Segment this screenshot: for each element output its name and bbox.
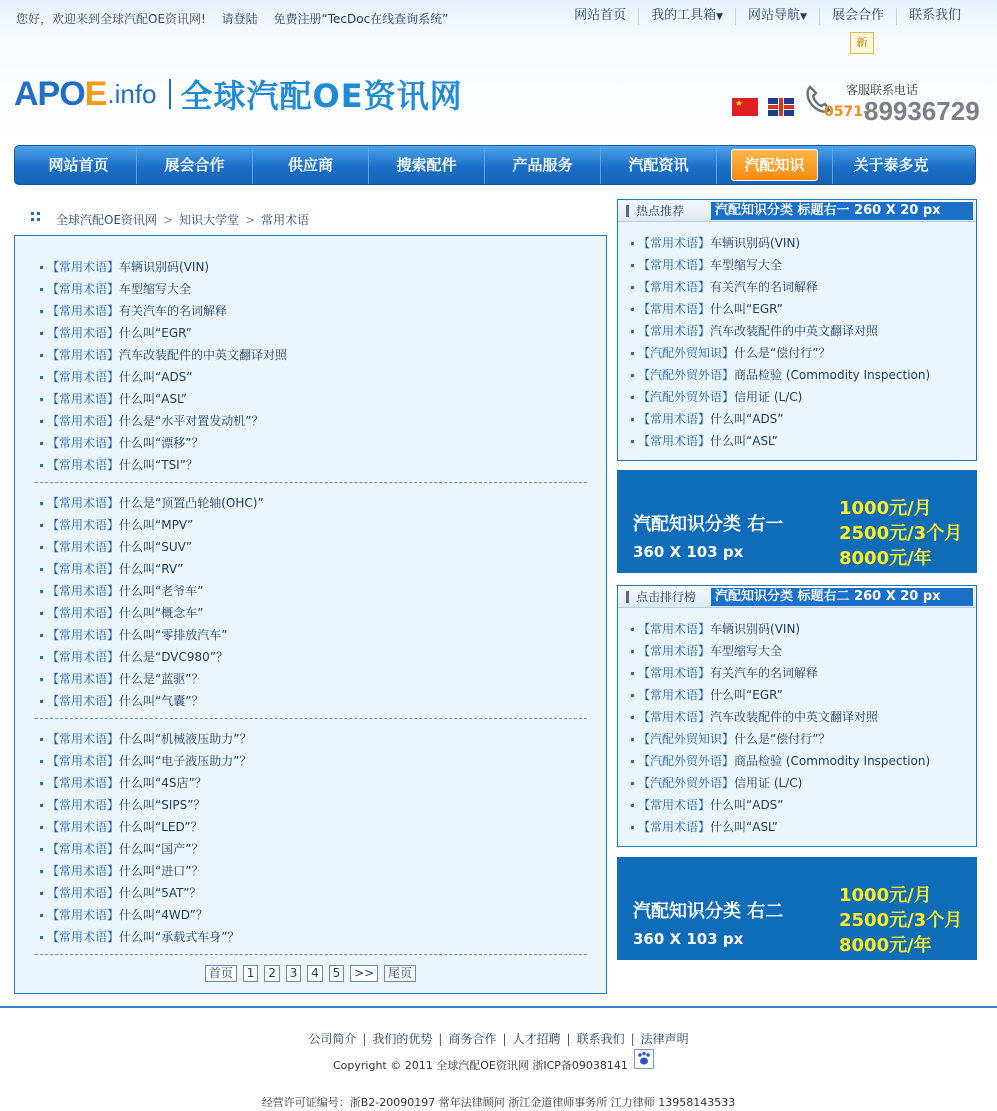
list-item[interactable] [35, 454, 587, 476]
list-item[interactable] [626, 408, 976, 430]
item-title: 什么叫“老爷车” [119, 584, 204, 598]
item-title: 什么叫“5AT”？ [119, 886, 202, 900]
top-nav [562, 8, 973, 25]
item-title: 汽车改装配件的中英文翻译对照 [710, 710, 879, 724]
item-title: 什么叫“ASL” [119, 392, 187, 406]
item-category-tag: 【常用术语】 [47, 842, 120, 856]
hot-recommend-title: 热点推荐 [624, 200, 684, 222]
footer-link-company[interactable]: 公司简介 [308, 1032, 357, 1046]
list-item[interactable] [35, 558, 587, 580]
footer-link-contact[interactable]: 联系我们 [576, 1032, 625, 1046]
article-group [35, 256, 587, 476]
logo-chinese-name: 全球汽配OE资讯网 [180, 77, 463, 115]
item-category-tag: 【常用术语】 [47, 304, 120, 318]
register-link[interactable]: 免费注册“TecDoc在线查询系统” [273, 12, 449, 26]
item-title: 什么叫“ADS” [119, 370, 193, 384]
list-item[interactable] [626, 684, 976, 706]
topnav-exhibition[interactable]: 展会合作 [819, 8, 896, 25]
ad-banner-right-2[interactable] [617, 857, 977, 960]
item-title: 什么叫“EGR” [710, 302, 783, 316]
footer-links: 公司简介 | 我们的优势 | 商务合作 | 人才招聘 | 联系我们 | 法律声明 [308, 1032, 689, 1046]
site-logo[interactable] [14, 74, 463, 114]
item-title: 什么叫“气囊”？ [119, 694, 204, 708]
item-category-tag: 【汽配外贸外语】 [638, 776, 735, 790]
item-category-tag: 【常用术语】 [47, 584, 120, 598]
footer-divider [0, 1006, 997, 1008]
list-item[interactable] [35, 322, 587, 344]
item-category-tag: 【常用术语】 [638, 688, 711, 702]
footer-link-jobs[interactable]: 人才招聘 [512, 1032, 561, 1046]
group-divider [35, 954, 587, 955]
license-text: 经营许可证编号：浙B2-20090197 常年法律顾问 浙江金道律师事务所 江力律师 13958143533 [261, 1096, 736, 1109]
item-title: 汽车改装配件的中英文翻译对照 [119, 348, 288, 362]
item-title: 信用证 (L/C) [734, 390, 803, 404]
ad-prices: 1000元/月 2500元/3个月 8000元/年 [839, 885, 963, 956]
item-category-tag: 【常用术语】 [47, 908, 120, 922]
paw-print-icon [635, 1050, 653, 1068]
item-category-tag: 【常用术语】 [47, 798, 120, 812]
greeting-area [16, 10, 448, 27]
pagination [15, 965, 606, 982]
item-title: 什么叫“SUV” [119, 540, 193, 554]
item-title: 什么是“偿付行”？ [734, 732, 831, 746]
pager-last[interactable]: 尾页 [384, 965, 416, 982]
list-item[interactable] [35, 344, 587, 366]
breadcrumb-current[interactable]: 常用术语 [261, 213, 310, 227]
uk-flag-icon[interactable] [768, 98, 794, 116]
item-category-tag: 【常用术语】 [638, 666, 711, 680]
item-category-tag: 【汽配外贸外语】 [638, 754, 735, 768]
item-title: 什么叫“MPV” [119, 518, 194, 532]
ad-title: 汽配知识分类 右二 [633, 901, 784, 922]
list-item[interactable] [626, 276, 976, 298]
ad-prices: 1000元/月 2500元/3个月 8000元/年 [839, 498, 963, 569]
item-title: 什么是“顶置凸轮轴(OHC)” [119, 496, 264, 510]
item-title: 什么是“偿付行”？ [734, 346, 831, 360]
item-category-tag: 【常用术语】 [47, 864, 120, 878]
pager-page-3[interactable]: 3 [286, 965, 302, 982]
item-category-tag: 【常用术语】 [47, 348, 120, 362]
item-title: 商品检验 (Commodity Inspection) [734, 754, 931, 768]
item-category-tag: 【常用术语】 [47, 754, 120, 768]
item-category-tag: 【常用术语】 [47, 260, 120, 274]
pager-page-2[interactable]: 2 [264, 965, 280, 982]
item-title: 什么叫“进口”？ [119, 864, 204, 878]
item-title: 什么叫“电子液压助力”？ [119, 754, 252, 768]
item-title: 什么叫“ADS” [710, 798, 784, 812]
list-item[interactable] [35, 388, 587, 410]
logo-separator [169, 79, 171, 109]
item-title: 什么叫“机械液压助力”？ [119, 732, 252, 746]
item-title: 什么叫“ASL” [710, 434, 778, 448]
item-category-tag: 【常用术语】 [47, 672, 120, 686]
topnav-toolbox[interactable]: 我的工具箱▼ [638, 8, 735, 25]
list-item[interactable] [35, 816, 587, 838]
item-category-tag: 【常用术语】 [47, 650, 120, 664]
article-group [35, 728, 587, 948]
item-title: 车型缩写大全 [710, 644, 783, 658]
list-item[interactable] [626, 342, 976, 364]
topnav-contact[interactable]: 联系我们 [896, 8, 973, 25]
list-item[interactable] [626, 232, 976, 254]
list-item[interactable] [626, 750, 976, 772]
item-title: 什么叫“零排放汽车” [119, 628, 228, 642]
item-title: 车辆识别码(VIN) [119, 260, 210, 274]
item-category-tag: 【常用术语】 [47, 436, 120, 450]
item-category-tag: 【常用术语】 [47, 694, 120, 708]
item-title: 什么叫“国产”？ [119, 842, 204, 856]
nav-search-parts[interactable]: 搜索配件 [369, 146, 485, 184]
pager-page-4[interactable]: 4 [307, 965, 323, 982]
click-ranking-list [618, 608, 976, 838]
breadcrumb-separator-icon: > [245, 213, 256, 227]
item-category-tag: 【常用术语】 [638, 820, 711, 834]
list-item[interactable] [35, 432, 587, 454]
list-item[interactable] [35, 278, 587, 300]
list-item[interactable] [35, 904, 587, 926]
logo-apoe: APOE [14, 74, 107, 113]
item-category-tag: 【常用术语】 [47, 886, 120, 900]
item-category-tag: 【常用术语】 [638, 280, 711, 294]
list-item[interactable] [626, 640, 976, 662]
list-item[interactable] [35, 410, 587, 432]
copyright-text: Copyright © 2011 全球汽配OE资讯网 浙ICP备09038141 [333, 1059, 628, 1072]
main-nav [14, 145, 976, 185]
item-title: 有关汽车的名词解释 [710, 280, 819, 294]
item-category-tag: 【常用术语】 [47, 392, 120, 406]
list-item[interactable] [35, 838, 587, 860]
item-category-tag: 【常用术语】 [638, 302, 711, 316]
list-item[interactable] [35, 602, 587, 624]
item-category-tag: 【常用术语】 [638, 710, 711, 724]
item-title: 车型缩写大全 [710, 258, 783, 272]
greeting-text: 您好，欢迎来到全球汽配OE资讯网! [16, 12, 206, 26]
item-category-tag: 【常用术语】 [47, 540, 120, 554]
list-item[interactable] [35, 926, 587, 948]
breadcrumb-dots-icon [31, 212, 41, 222]
click-ranking-header [618, 586, 976, 608]
item-category-tag: 【常用术语】 [638, 644, 711, 658]
item-title: 有关汽车的名词解释 [710, 666, 819, 680]
nav-home[interactable]: 网站首页 [21, 146, 137, 184]
list-item[interactable] [626, 430, 976, 452]
list-item[interactable] [35, 690, 587, 712]
item-title: 什么叫“漂移”？ [119, 436, 204, 450]
hot-title-banner[interactable]: 汽配知识分类 标题右一 260 X 20 px [711, 202, 973, 220]
list-item[interactable] [626, 794, 976, 816]
item-title: 什么是“水平对置发动机”？ [119, 414, 264, 428]
breadcrumb-knowledge[interactable]: 知识大学堂 [179, 213, 240, 227]
item-category-tag: 【常用术语】 [47, 732, 120, 746]
article-group [35, 492, 587, 712]
item-category-tag: 【汽配外贸外语】 [638, 390, 735, 404]
hot-recommend-list [618, 222, 976, 452]
rank-title-banner[interactable]: 汽配知识分类 标题右二 260 X 20 px [711, 588, 973, 606]
list-item[interactable] [626, 386, 976, 408]
list-item[interactable] [35, 646, 587, 668]
service-phone-label: 客服联系电话 [846, 83, 919, 97]
item-title: 什么叫“RV” [119, 562, 184, 576]
list-item[interactable] [626, 706, 976, 728]
click-ranking-title: 点击排行榜 [624, 586, 696, 608]
breadcrumb-home[interactable]: 全球汽配OE资讯网 [56, 213, 158, 227]
item-category-tag: 【常用术语】 [47, 282, 120, 296]
pager-first[interactable]: 首页 [205, 965, 237, 982]
pager-page-1[interactable]: 1 [243, 965, 259, 982]
item-category-tag: 【常用术语】 [638, 622, 711, 636]
top-bar [0, 0, 997, 36]
item-title: 什么叫“EGR” [710, 688, 783, 702]
item-category-tag: 【常用术语】 [47, 414, 120, 428]
item-title: 信用证 (L/C) [734, 776, 803, 790]
item-category-tag: 【常用术语】 [47, 930, 120, 944]
ad-size: 360 X 103 px [633, 543, 744, 561]
list-item[interactable] [35, 536, 587, 558]
list-item[interactable] [35, 668, 587, 690]
item-category-tag: 【常用术语】 [47, 370, 120, 384]
item-category-tag: 【常用术语】 [638, 258, 711, 272]
list-item[interactable] [626, 298, 976, 320]
nav-about[interactable]: 关于泰多克 [853, 156, 929, 174]
item-category-tag: 【常用术语】 [47, 518, 120, 532]
item-title: 什么叫“ASL” [710, 820, 778, 834]
chevron-down-icon: ▼ [716, 12, 724, 22]
nav-exhibition[interactable]: 展会合作 [137, 146, 253, 184]
breadcrumb [56, 211, 309, 228]
china-flag-icon[interactable] [732, 98, 758, 116]
item-title: 什么是“DVC980”？ [119, 650, 228, 664]
hot-recommend-header [618, 200, 976, 222]
topnav-sitemap[interactable]: 网站导航▼ [735, 8, 819, 25]
item-title: 汽车改装配件的中英文翻译对照 [710, 324, 879, 338]
item-title: 什么叫“ADS” [710, 412, 784, 426]
item-category-tag: 【常用术语】 [47, 628, 120, 642]
login-link[interactable]: 请登陆 [221, 12, 258, 26]
item-category-tag: 【常用术语】 [638, 798, 711, 812]
item-category-tag: 【常用术语】 [47, 776, 120, 790]
list-item[interactable] [35, 882, 587, 904]
list-item[interactable] [626, 618, 976, 640]
list-item[interactable] [35, 514, 587, 536]
article-list-panel [14, 235, 607, 994]
item-title: 什么叫“概念车” [119, 606, 204, 620]
list-item[interactable] [35, 750, 587, 772]
list-item[interactable] [626, 728, 976, 750]
list-item[interactable] [35, 492, 587, 514]
item-title: 车型缩写大全 [119, 282, 192, 296]
list-item[interactable] [35, 728, 587, 750]
list-item[interactable] [35, 860, 587, 882]
list-item[interactable] [626, 772, 976, 794]
item-title: 什么叫“EGR” [119, 326, 192, 340]
nav-knowledge[interactable]: 汽配知识 [717, 146, 833, 184]
group-divider [35, 482, 587, 483]
nav-suppliers[interactable]: 供应商 [253, 146, 369, 184]
item-title: 什么叫“4S店”？ [119, 776, 207, 790]
list-item[interactable] [35, 256, 587, 278]
item-title: 什么是“蓝驱”？ [119, 672, 204, 686]
list-item[interactable] [35, 772, 587, 794]
ad-size: 360 X 103 px [633, 930, 744, 948]
footer-link-legal[interactable]: 法律声明 [640, 1032, 689, 1046]
list-item[interactable] [35, 624, 587, 646]
list-item[interactable] [626, 364, 976, 386]
phone-number: 89936729 [864, 96, 980, 126]
topnav-home[interactable]: 网站首页 [574, 8, 627, 23]
list-item[interactable] [35, 580, 587, 602]
logo-info: .info [107, 78, 157, 109]
nav-news[interactable]: 汽配资讯 [601, 146, 717, 184]
list-item[interactable] [626, 254, 976, 276]
item-title: 什么叫“SIPS”？ [119, 798, 206, 812]
hot-recommend-box [617, 199, 977, 461]
item-category-tag: 【汽配外贸知识】 [638, 346, 735, 360]
list-item[interactable] [626, 816, 976, 838]
item-title: 什么叫“4WD”？ [119, 908, 208, 922]
ad-title: 汽配知识分类 右一 [633, 514, 784, 535]
list-item[interactable] [35, 366, 587, 388]
phone-prefix: 0571- [824, 104, 869, 120]
footer-link-advantages[interactable]: 我们的优势 [372, 1032, 433, 1046]
item-title: 什么叫“TSI”？ [119, 458, 198, 472]
item-category-tag: 【常用术语】 [47, 562, 120, 576]
breadcrumb-separator-icon: > [163, 213, 174, 227]
item-title: 有关汽车的名词解释 [119, 304, 228, 318]
click-ranking-box [617, 585, 977, 847]
item-title: 车辆识别码(VIN) [710, 236, 801, 250]
group-divider [35, 718, 587, 719]
item-category-tag: 【汽配外贸外语】 [638, 368, 735, 382]
item-title: 什么叫“LED”？ [119, 820, 203, 834]
list-item[interactable] [35, 794, 587, 816]
list-item[interactable] [626, 662, 976, 684]
item-category-tag: 【常用术语】 [638, 412, 711, 426]
item-category-tag: 【常用术语】 [47, 606, 120, 620]
item-category-tag: 【常用术语】 [47, 326, 120, 340]
paw-icon[interactable] [634, 1049, 654, 1069]
item-category-tag: 【常用术语】 [638, 236, 711, 250]
pager-next[interactable]: >> [350, 965, 378, 982]
item-title: 商品检验 (Commodity Inspection) [734, 368, 931, 382]
item-title: 什么叫“承载式车身”？ [119, 930, 240, 944]
item-title: 车辆识别码(VIN) [710, 622, 801, 636]
list-item[interactable] [35, 300, 587, 322]
item-category-tag: 【常用术语】 [638, 434, 711, 448]
new-badge: 新 [850, 32, 874, 54]
list-item[interactable] [626, 320, 976, 342]
footer-link-business[interactable]: 商务合作 [448, 1032, 497, 1046]
item-category-tag: 【常用术语】 [47, 458, 120, 472]
ad-banner-right-1[interactable] [617, 470, 977, 573]
chevron-down-icon: ▼ [800, 12, 807, 22]
item-category-tag: 【常用术语】 [47, 496, 120, 510]
item-category-tag: 【常用术语】 [638, 324, 711, 338]
item-category-tag: 【汽配外贸知识】 [638, 732, 735, 746]
pager-page-5[interactable]: 5 [329, 965, 345, 982]
nav-products[interactable]: 产品服务 [485, 146, 601, 184]
item-category-tag: 【常用术语】 [47, 820, 120, 834]
